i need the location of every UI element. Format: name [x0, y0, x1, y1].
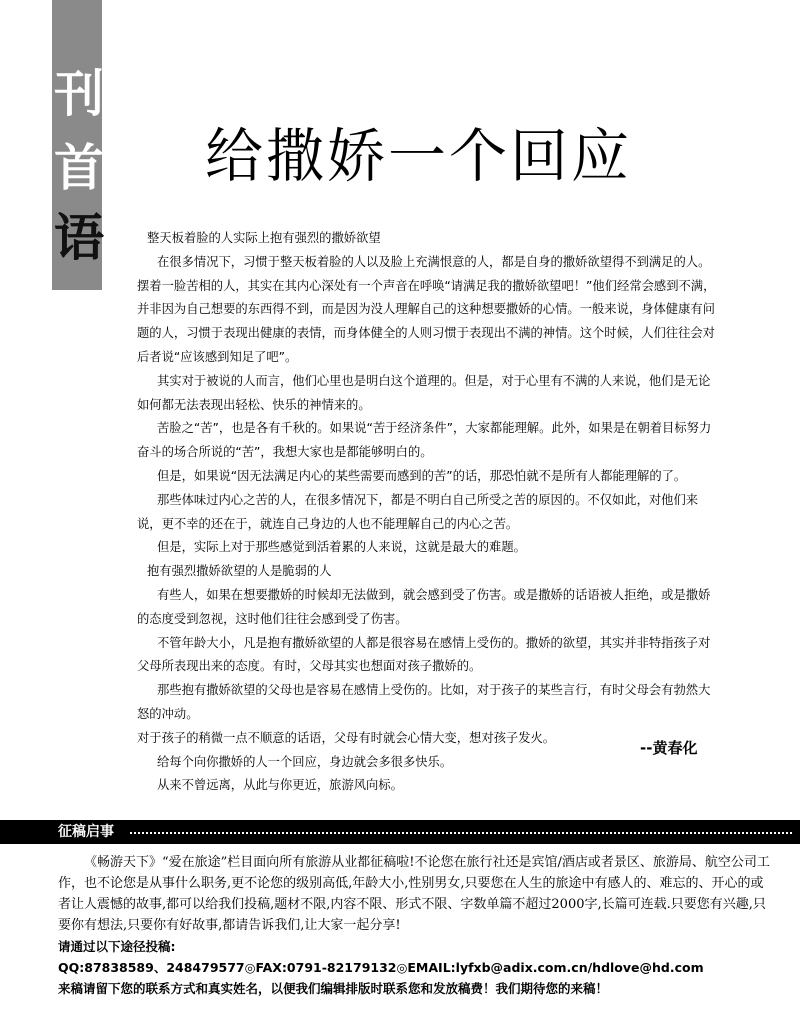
article-paragraph: 对于孩子的稍微一点不顺意的话语，父母有时就会心情大变，想对孩子发火。 [137, 730, 556, 745]
article-paragraph: 苦脸之“苦”，也是各有千秋的。如果说“苦于经济条件”，大家都能理解。此外，如果是在朝着目标努力奋斗的场合所说的“苦”，我想大家也是都能够明白的。 [137, 421, 712, 460]
call-for-papers [58, 852, 776, 999]
page-title: 给撒娇一个回应 [205, 122, 633, 190]
contact-info: QQ:87838589、248479577◎FAX:0791-82179132◎EMAIL:lyfxb@adix.com.cn/hdlove@hd.com [58, 960, 704, 975]
side-label-char-yu: 语 [54, 208, 104, 267]
article-paragraph: 那些体味过内心之苦的人，在很多情况下，都是不明白自己所受之苦的原因的。不仅如此，对他们来说，更不幸的还在于，就连自己身边的人也不能理解自己的内心之苦。 [137, 492, 699, 531]
submission-channels-label: 请通过以下途径投稿: [58, 939, 176, 954]
article-subhead: 整天板着脸的人实际上抱有强烈的撒娇欲望 [147, 231, 381, 245]
closing-note: 来稿请留下您的联系方式和真实姓名，以便我们编辑排版时联系您和发放稿费！我们期待您的来稿！ [58, 981, 609, 996]
article-paragraph: 在很多情况下，习惯于整天板着脸的人以及脸上充满恨意的人，都是自身的撒娇欲望得不到满足的人。摆着一脸苦相的人，其实在其内心深处有一个声音在呼唤“请满足我的撒娇欲望吧！”他们经常会感到不满，并非因为自己想要的东西得不到，而是因为没人理解自己的这种想要撒娇的心情。一般来说，身体健康有问题的人，习惯于表现出健康的表情，而身体健全的人则习惯于表现出不满的神情。这个时候，人们往往会对后者说“应该感到知足了吧”。 [137, 254, 716, 364]
article-paragraph: 不管年龄大小，凡是抱有撒娇欲望的人都是很容易在感情上受伤的。撒娇的欲望，其实并非特指孩子对父母所表现出来的态度。有时，父母其实也想面对孩子撒娇的。 [137, 635, 711, 674]
article-paragraph: 其实对于被说的人而言，他们心里也是明白这个道理的。但是，对于心里有不满的人来说，他们是无论如何都无法表现出轻松、快乐的神情来的。 [137, 373, 711, 412]
side-label-char-shou: 首 [54, 138, 104, 197]
article-paragraph: 从来不曾远离，从此与你更近，旅游风向标。 [157, 778, 403, 793]
article-paragraph: 有些人，如果在想要撒娇的时候却无法做到，就会感到受了伤害。或是撒娇的话语被人拒绝，或是撒娇的态度受到忽视，这时他们往往会感到受了伤害。 [137, 587, 711, 626]
article-paragraph: 给每个向你撒娇的人一个回应，身边就会多很多快乐。 [157, 754, 453, 769]
banner-title: 征稿启事 [58, 824, 114, 840]
article-subhead: 抱有强烈撒娇欲望的人是脆弱的人 [147, 564, 332, 579]
side-label-char-kan: 刊 [54, 64, 104, 123]
article-paragraph: 但是，实际上对于那些感觉到活着累的人来说，这就是最大的难题。 [157, 540, 526, 555]
author-signature: --黄春化 [640, 739, 698, 757]
banner-dotted-rule [130, 832, 792, 834]
article-body [137, 227, 722, 798]
article-paragraph: 但是，如果说“因无法满足内心的某些需要而感到的苦”的话，那恐怕就不是所有人都能理解的了。 [157, 468, 687, 483]
call-for-papers-banner [0, 820, 800, 844]
call-for-papers-body: 《畅游天下》“爱在旅途”栏目面向所有旅游从业都征稿啦!不论您在旅行社还是宾馆/酒店或者景区、旅游局、航空公司工作，也不论您是从事什么职务,更不论您的级别高低,年龄大小,性别男女,只要您在人生的旅途中有感人的、难忘的、开心的或者让人震憾的故事,都可以给我们投稿,题材不限,内容不限、形式不限、字数单篇不超过2000字,长篇可连载.只要您有兴趣,只要你有想法,只要你有好故事,都请告诉我们,让大家一起分享! [58, 855, 770, 933]
article-paragraph: 那些抱有撒娇欲望的父母也是容易在感情上受伤的。比如，对于孩子的某些言行，有时父母会有勃然大怒的冲动。 [137, 683, 711, 721]
